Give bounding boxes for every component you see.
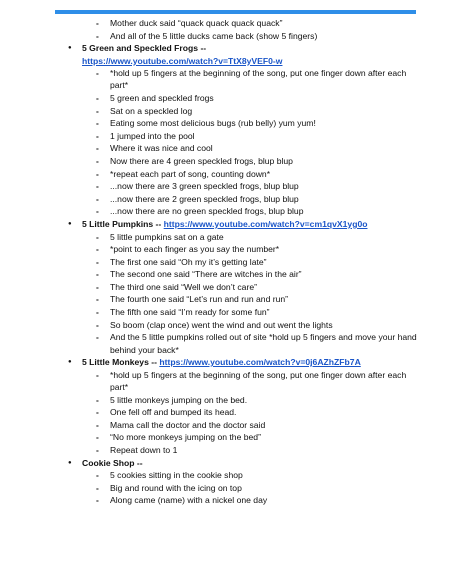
song-heading (0, 42, 465, 54)
sub-list-item-text: Eating some most delicious bugs (rub belly) yum yum! (110, 118, 316, 129)
header-divider-bar (55, 10, 416, 14)
dash-bullet-icon: - (96, 193, 99, 204)
sub-list-item-text: The second one said “There are witches in the air” (110, 269, 302, 280)
dash-bullet-icon: - (96, 244, 99, 255)
disc-bullet-icon: ● (68, 45, 72, 52)
sub-list-item-text: 5 little pumpkins sat on a gate (110, 231, 224, 242)
dash-bullet-icon: - (96, 68, 99, 79)
dash-bullet-icon: - (96, 130, 99, 141)
sub-list-item-text: Sat on a speckled log (110, 105, 193, 116)
dash-bullet-icon: - (96, 105, 99, 116)
sub-list-item (0, 431, 465, 443)
dash-bullet-icon: - (96, 432, 99, 443)
song-title: 5 Green and Speckled Frogs -- (82, 43, 207, 54)
disc-bullet-icon: ● (68, 220, 72, 227)
dash-bullet-icon: - (96, 92, 99, 103)
dash-bullet-icon: - (96, 407, 99, 418)
dash-bullet-icon: - (96, 281, 99, 292)
sub-list-item-text: ...now there are 2 green speckled frogs, blup blup (110, 193, 299, 204)
song-section (0, 356, 465, 456)
dash-bullet-icon: - (96, 206, 99, 217)
song-title: 5 Little Monkeys -- (82, 357, 157, 368)
sub-list-item-text: The fourth one said “Let’s run and run and run” (110, 294, 289, 305)
sub-list-item-text: Where it was nice and cool (110, 143, 213, 154)
sub-list-item (0, 231, 465, 243)
sub-list-item (0, 193, 465, 205)
sub-list-item-text: The first one said “Oh my it’s getting late” (110, 256, 267, 267)
dash-bullet-icon: - (96, 118, 99, 129)
dash-bullet-icon: - (96, 307, 99, 318)
sub-list-item (0, 67, 465, 92)
song-heading (0, 356, 465, 368)
sub-list-item (0, 142, 465, 154)
intro-sub-list (0, 17, 465, 42)
sub-list-item-text: Repeat down to 1 (110, 445, 178, 455)
disc-bullet-icon: ● (68, 459, 72, 466)
sub-list-item-text: 5 green and speckled frogs (110, 92, 214, 103)
sub-list-item (0, 256, 465, 268)
sub-list-item (0, 419, 465, 431)
sub-list-item-text: Along came (name) with a nickel one day (110, 495, 268, 506)
song-sections (0, 42, 465, 506)
disc-bullet-icon: ● (68, 359, 72, 366)
sub-list-item (0, 369, 465, 394)
sub-list-item (0, 168, 465, 180)
song-lyrics-list (0, 369, 465, 457)
sub-list-item (0, 293, 465, 305)
dash-bullet-icon: - (96, 269, 99, 280)
sub-list-item-text: 5 little monkeys jumping on the bed. (110, 394, 248, 405)
sub-list-item-text: Mama call the doctor and the doctor said (110, 419, 266, 430)
sub-list-item-text: *hold up 5 fingers at the beginning of the song, put one finger down after each part* (110, 369, 407, 393)
song-heading (0, 218, 465, 230)
dash-bullet-icon: - (96, 30, 99, 41)
sub-list-item-text: ...now there are 3 green speckled frogs, blup blup (110, 181, 299, 192)
sub-list-item (0, 92, 465, 104)
sub-list-item (0, 105, 465, 117)
song-heading (0, 457, 465, 469)
sub-list-item (0, 394, 465, 406)
song-section (0, 218, 465, 356)
sub-list-item (0, 268, 465, 280)
dash-bullet-icon: - (96, 168, 99, 179)
dash-bullet-icon: - (96, 419, 99, 430)
sub-list-item (0, 281, 465, 293)
sub-list-item (0, 180, 465, 192)
sub-list-item-text: *repeat each part of song, counting down* (110, 168, 271, 179)
sub-list-item-text: Now there are 4 green speckled frogs, blup blup (110, 155, 293, 166)
sub-list-item-text: 1 jumped into the pool (110, 130, 195, 141)
sub-list-item-text: *hold up 5 fingers at the beginning of the song, put one finger down after each part* (110, 68, 407, 91)
youtube-link[interactable]: https://www.youtube.com/watch?v=TtX8yVEF0-w (82, 55, 283, 66)
dash-bullet-icon: - (96, 256, 99, 267)
dash-bullet-icon: - (96, 369, 99, 380)
song-lyrics-list (0, 67, 465, 218)
sub-list-item-text: Mother duck said “quack quack quack quack” (110, 18, 283, 28)
dash-bullet-icon: - (96, 495, 99, 506)
sub-list-item (0, 205, 465, 217)
song-lyrics-list (0, 469, 465, 506)
song-title: Cookie Shop -- (82, 457, 143, 468)
sub-list-item-text: *point to each finger as you say the number* (110, 244, 280, 255)
sub-list-item (0, 482, 465, 494)
sub-list-item-text: So boom (clap once) went the wind and out went the lights (110, 319, 333, 330)
dash-bullet-icon: - (96, 231, 99, 242)
dash-bullet-icon: - (96, 445, 99, 455)
sub-list-item-text: ...now there are no green speckled frogs, blup blup (110, 206, 304, 217)
song-section (0, 457, 465, 507)
youtube-link[interactable]: https://www.youtube.com/watch?v=cm1qvX1yg0o (163, 218, 368, 229)
sub-list-item (0, 17, 465, 29)
sub-list-item (0, 130, 465, 142)
song-lyrics-list (0, 231, 465, 356)
document-body (0, 17, 465, 507)
sub-list-item (0, 444, 465, 456)
dash-bullet-icon: - (96, 319, 99, 330)
sub-list-item-text: The third one said “Well we don’t care” (110, 281, 257, 292)
dash-bullet-icon: - (96, 332, 99, 343)
dash-bullet-icon: - (96, 470, 99, 481)
sub-list-item (0, 331, 465, 356)
sub-list-item (0, 117, 465, 129)
sub-list-item-text: And the 5 little pumpkins rolled out of site *hold up 5 fingers and move your hand behind your back* (110, 332, 417, 355)
sub-list-item (0, 406, 465, 418)
dash-bullet-icon: - (96, 18, 99, 28)
link-line (0, 55, 465, 67)
song-title: 5 Little Pumpkins -- (82, 218, 162, 229)
sub-list-item (0, 494, 465, 506)
sub-list-item (0, 319, 465, 331)
sub-list-item-text: The fifth one said “I’m ready for some fun” (110, 307, 270, 318)
dash-bullet-icon: - (96, 482, 99, 493)
sub-list-item-text: One fell off and bumped its head. (110, 407, 237, 418)
sub-list-item-text: Big and round with the icing on top (110, 482, 242, 493)
dash-bullet-icon: - (96, 394, 99, 405)
sub-list-item-text: “No more monkeys jumping on the bed” (110, 432, 261, 443)
dash-bullet-icon: - (96, 294, 99, 305)
sub-list-item-text: And all of the 5 little ducks came back (show 5 fingers) (110, 30, 318, 41)
dash-bullet-icon: - (96, 143, 99, 154)
sub-list-item (0, 306, 465, 318)
dash-bullet-icon: - (96, 181, 99, 192)
sub-list-item (0, 155, 465, 167)
dash-bullet-icon: - (96, 155, 99, 166)
sub-list-item (0, 30, 465, 42)
sub-list-item-text: 5 cookies sitting in the cookie shop (110, 470, 243, 481)
sub-list-item (0, 243, 465, 255)
song-section (0, 42, 465, 217)
youtube-link[interactable]: https://www.youtube.com/watch?v=0j6AZhZFb7A (159, 357, 361, 368)
sub-list-item (0, 469, 465, 481)
